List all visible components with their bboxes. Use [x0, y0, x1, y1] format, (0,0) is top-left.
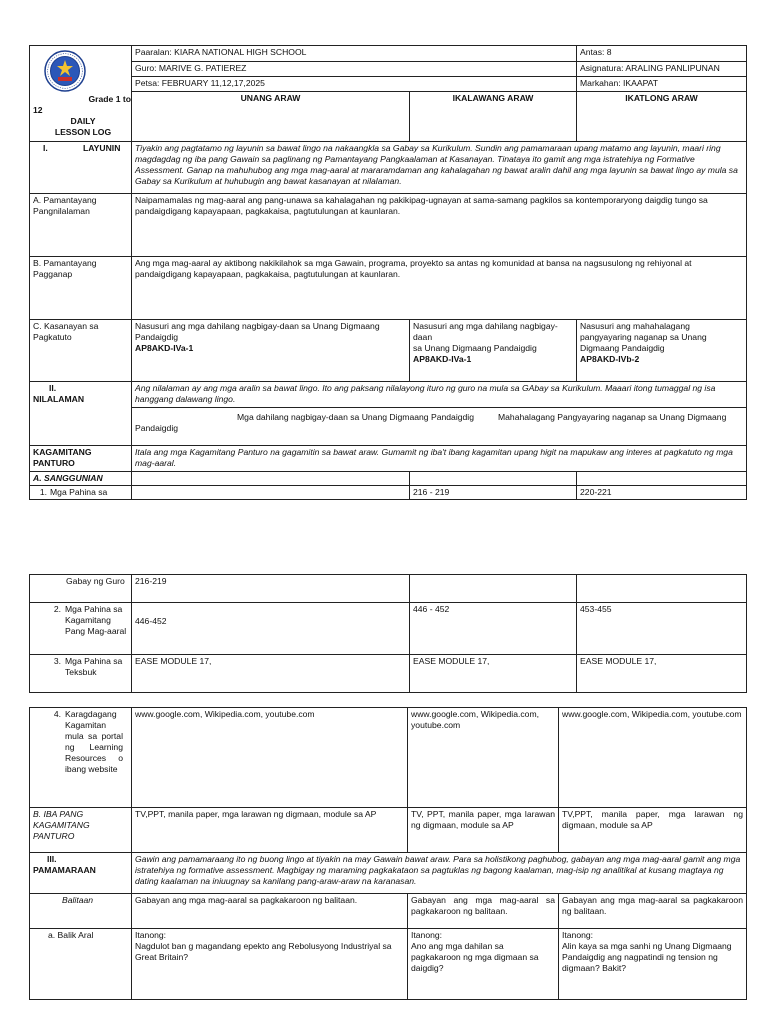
- kasanayan-label: C. Kasanayan sa Pagkatuto: [30, 320, 132, 382]
- iba-pang-day1: TV,PPT, manila paper, mga larawan ng digmaan, module sa AP: [132, 808, 408, 853]
- day1-header: UNANG ARAW: [132, 92, 410, 142]
- lesson-log-table-page1: [29, 45, 747, 500]
- teksbuk-day2: EASE MODULE 17,: [410, 655, 577, 693]
- markahan-field: Markahan: IKAAPAT: [577, 77, 747, 92]
- pangnilalaman-label: A. Pamantayang Pangnilalaman: [30, 194, 132, 257]
- antas-field: Antas: 8: [577, 46, 747, 62]
- pang-mag-aaral-day2: 446 - 452: [410, 603, 577, 655]
- gabay-guro-day2-empty: [410, 575, 577, 603]
- balik-aral-day3-itanong: Itanong:: [562, 930, 594, 940]
- pamamaraan-note: Gawin ang pamamaraang ito ng buong lingo at tiyakin na may Gawain bawat araw. Para sa holistikong paghubog, gabayan ang mga mag-aaral gamit ang mga istratehiya ng formative assessment. Magbigay ng maraming pagkakataon sa pagtuklas ng bagong kaalaman, mag-isip ng analitikal at kusang magtaya ng dating kaalaman na iniuugnay sa kanilang pang-araw-araw na karanasan.: [132, 853, 747, 894]
- guro-field: Guro: MARIVE G. PATIEREZ: [132, 62, 577, 77]
- sanggunian-empty-1: [132, 472, 410, 486]
- balitaan-day2: Gabayan ang mga mag-aaral sa pagkakaroon ng balitaan.: [408, 894, 559, 929]
- balik-aral-day2-itanong: Itanong:: [411, 930, 443, 940]
- balik-aral-day1-question: Nagdulot ban g magandang epekto ang Rebolusyong Industriyal sa Great Britain?: [135, 941, 392, 962]
- grade-level-label: Grade 1 to 12 DAILY LESSON LOG: [33, 94, 131, 137]
- sanggunian-label: A. SANGGUNIAN: [30, 472, 132, 486]
- nilalaman-topic2: Mahahalagang Pangyayaring naganap sa Unang Digmaang Pandaigdig: [135, 412, 727, 433]
- lesson-log-table-page2: [29, 574, 747, 693]
- gabay-guro-label: Gabay ng Guro: [30, 575, 132, 603]
- lesson-log-table-page3: [29, 707, 747, 1000]
- teksbuk-day3: EASE MODULE 17,: [577, 655, 747, 693]
- pangnilalaman-text: Naipamamalas ng mag-aaral ang pang-unawa sa kahalagahan ng pakikipag-ugnayan at sama-samang pagkilos sa kontemporaryong daigdig tungo sa pandaigdigang kapayapaan, pagkakaisa, pagtutulungan at kaunlaran.: [132, 194, 747, 257]
- sanggunian-empty-2: [410, 472, 577, 486]
- balik-aral-day3-question: Alin kaya sa mga sanhi ng Unang Digmaang Pandaigdig ang nagpatindi ng tension ng digmaan? Bakit?: [562, 941, 732, 973]
- kasanayan-day1-text: Nasusuri ang mga dahilang nagbigay-daan sa Unang Digmaang Pandaigdig: [135, 321, 380, 342]
- karagdagang-day3: www.google.com, Wikipedia.com, youtube.com: [559, 708, 747, 808]
- iba-pang-kagamitan-label: B. IBA PANG KAGAMITANG PANTURO: [30, 808, 132, 853]
- asignatura-field: Asignatura: ARALING PANLIPUNAN: [577, 62, 747, 77]
- iba-pang-day2: TV, PPT, manila paper, mga larawan ng digmaan, module sa AP: [408, 808, 559, 853]
- pamamaraan-label: III.PAMAMARAAN: [30, 853, 132, 894]
- nilalaman-topic1: Mga dahilang nagbigay-daan sa Unang Digmaang Pandaigdig: [237, 412, 474, 422]
- kasanayan-day3: [577, 320, 747, 382]
- gabay-guro-day1: 216-219: [132, 575, 410, 603]
- day2-header: IKALAWANG ARAW: [410, 92, 577, 142]
- kasanayan-day2: [410, 320, 577, 382]
- kasanayan-day1-code: AP8AKD-IVa-1: [135, 343, 194, 353]
- nilalaman-label: II.NILALAMAN: [30, 382, 132, 446]
- balik-aral-day1-itanong: Itanong:: [135, 930, 167, 940]
- teksbuk-day1: EASE MODULE 17,: [132, 655, 410, 693]
- kagamitan-label: KAGAMITANG PANTURO: [30, 446, 132, 472]
- balik-aral-label: a. Balik Aral: [30, 929, 132, 1000]
- balik-aral-day2: [408, 929, 559, 1000]
- kasanayan-day3-code: AP8AKD-IVb-2: [580, 354, 640, 364]
- kasanayan-day2-text2: sa Unang Digmaang Pandaigdig: [413, 343, 537, 353]
- pagganap-text: Ang mga mag-aaral ay aktibong nakikilahok sa mga Gawain, programa, proyekto sa antas ng komunidad at bansa na nagsusulong ng rehiyonal at pandaigdigang kapayapaan, pagkakaisa, pagtutulungan at kaunlaran.: [132, 257, 747, 320]
- nilalaman-note: Ang nilalaman ay ang mga aralin sa bawat lingo. Ito ang paksang nilalayong ituro ng guro na mula sa GAbay sa Kurikulum. Maaari itong tumaggal ng isa hanggang dalawang lingo.: [132, 382, 747, 408]
- karagdagang-day1: www.google.com, Wikipedia.com, youtube.com: [132, 708, 408, 808]
- kasanayan-day2-code: AP8AKD-IVa-1: [413, 354, 472, 364]
- sanggunian-empty-3: [577, 472, 747, 486]
- gabay-row-day1-empty: [132, 486, 410, 500]
- layunin-text: Tiyakin ang pagtatamo ng layunin sa bawat lingo na nakaangkla sa Gabay sa Kurikulum. Sundin ang pamamaraan upang matamo ang layunin, maari ring magdagdag ng iba pang Gawain sa paglinang ng Pamantayang Pangkaalaman at Kasanayan. Tinataya ito gamit ang mga istratehiya ng Formative Assessment. Ganap na mahuhubog ang mga mag-aaral at mararamdaman ang kahalagahan ng bawat aralin dahil ang mga layunin sa bawat lingo ay mula sa Gabay sa Kurikulum at huhubugin ang bawat kasanayan at nilalaman.: [132, 142, 747, 194]
- petsa-field: Petsa: FEBRUARY 11,12,17,2025: [132, 77, 577, 92]
- kasanayan-day3-text: Nasusuri ang mahahalagang pangyayaring naganap sa Unang Digmaang Pandaigdig: [580, 321, 707, 353]
- balik-aral-day2-question: Ano ang mga dahilan sa pagkakaroon ng mga digmaan sa daigdig?: [411, 941, 539, 973]
- gabay-guro-day3-empty: [577, 575, 747, 603]
- pang-mag-aaral-day3: 453-455: [577, 603, 747, 655]
- gabay-row-day3: 220-221: [577, 486, 747, 500]
- nilalaman-topics: [132, 408, 747, 446]
- deped-seal-icon: [44, 50, 86, 92]
- kasanayan-day2-text1: Nasusuri ang mga dahilang nagbigay-daan: [413, 321, 558, 342]
- kagamitang-pang-mag-aaral-label: 2. Mga Pahina sa Kagamitang Pang Mag-aaral: [30, 603, 132, 655]
- gabay-row-label: 1. Mga Pahina sa: [30, 486, 132, 500]
- balik-aral-day1: [132, 929, 408, 1000]
- teksbuk-label: 3. Mga Pahina sa Teksbuk: [30, 655, 132, 693]
- header-logo-cell: [30, 46, 132, 142]
- balik-aral-day3: [559, 929, 747, 1000]
- layunin-label: I. LAYUNIN: [30, 142, 132, 194]
- karagdagang-day2: www.google.com, Wikipedia.com, youtube.com: [408, 708, 559, 808]
- balitaan-day3: Gabayan ang mga mag-aaral sa pagkakaroon ng balitaan.: [559, 894, 747, 929]
- kagamitan-note: Itala ang mga Kagamitang Panturo na gagamitin sa bawat araw. Gumamit ng iba't ibang kagamitan upang higit na mapukaw ang interes at pagkatuto ng mga mag-aaral.: [132, 446, 747, 472]
- kasanayan-day1: [132, 320, 410, 382]
- balitaan-label: Balitaan: [30, 894, 132, 929]
- iba-pang-day3: TV,PPT, manila paper, mga larawan ng digmaan, module sa AP: [559, 808, 747, 853]
- gabay-row-day2: 216 - 219: [410, 486, 577, 500]
- pagganap-label: B. Pamantayang Pagganap: [30, 257, 132, 320]
- pang-mag-aaral-day1: 446-452: [132, 603, 410, 655]
- paaralan-field: Paaralan: KIARA NATIONAL HIGH SCHOOL: [132, 46, 577, 62]
- karagdagang-kagamitan-label: 4. Karagdagang Kagamitan mula sa portal ng Learning Resources o ibang website: [30, 708, 132, 808]
- day3-header: IKATLONG ARAW: [577, 92, 747, 142]
- balitaan-day1: Gabayan ang mga mag-aaral sa pagkakaroon ng balitaan.: [132, 894, 408, 929]
